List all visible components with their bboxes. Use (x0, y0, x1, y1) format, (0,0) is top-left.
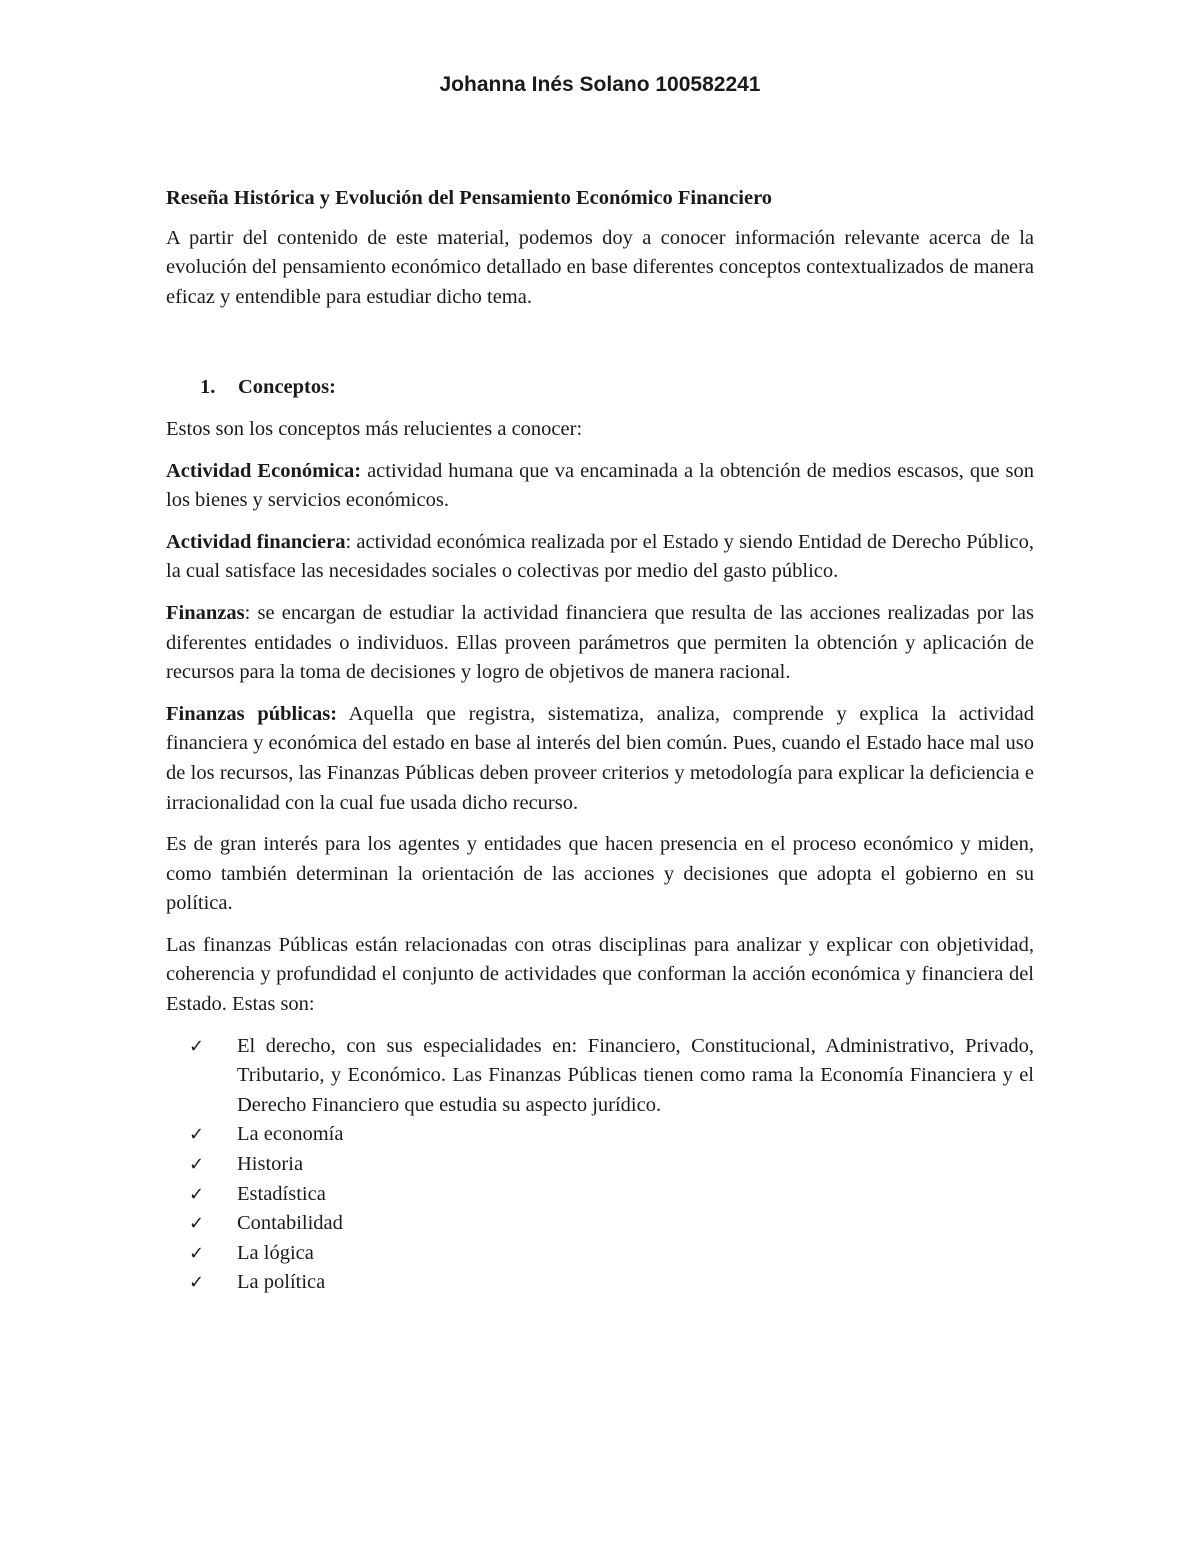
list-item-text: La economía (237, 1123, 344, 1146)
author-header: Johanna Inés Solano 100582241 (439, 73, 761, 96)
checkmark-icon: ✓ (189, 1154, 205, 1176)
definition-paragraph (166, 528, 1034, 587)
definition-paragraph (166, 599, 1034, 688)
checkmark-icon: ✓ (189, 1035, 205, 1057)
disciplines-checklist (166, 1032, 1034, 1298)
section-number: 1. (200, 376, 216, 399)
checkmark-icon: ✓ (189, 1242, 205, 1264)
checkmark-icon: ✓ (189, 1183, 205, 1205)
list-item (166, 1032, 1034, 1121)
checkmark-icon: ✓ (189, 1272, 205, 1294)
definition-text: actividad humana que va encaminada a la obtención de medios escasos, que son los bienes y servicios económicos. (166, 459, 1035, 512)
definition-text: : actividad económica realizada por el Estado y siendo Entidad de Derecho Público, la cual satisface las necesidades sociales o colectivas por medio del gasto público. (166, 530, 1034, 583)
definition-text: : se encargan de estudiar la actividad financiera que resulta de las acciones realizadas por las diferentes entidades o individuos. Ellas proveen parámetros que permiten la obtención y aplicación de recursos para la toma de decisiones y logro de objetivos de manera racional. (166, 601, 1034, 684)
definition-term: Actividad financiera (166, 530, 346, 553)
disciplines-paragraph: Las finanzas Públicas están relacionadas con otras disciplinas para analizar y explicar con objetividad, coherencia y profundidad el conjunto de actividades que conforman la acción económica y financiera del Estado. Estas son: (166, 933, 1034, 1016)
list-item (166, 1268, 1034, 1298)
definition-term: Finanzas (166, 601, 245, 624)
list-item-text: El derecho, con sus especialidades en: Financiero, Constitucional, Administrativo, Privado, Tributario, y Económico. Las Finanzas Públicas tienen como rama la Economía Financiera y el Derecho Financiero que estudia su aspecto jurídico. (237, 1034, 1034, 1116)
lead-paragraph: Estos son los conceptos más relucientes a conocer: (166, 417, 583, 440)
checkmark-icon: ✓ (189, 1213, 205, 1235)
list-item-text: Historia (237, 1153, 304, 1176)
list-item-text: Estadística (237, 1182, 326, 1205)
intro-paragraph: A partir del contenido de este material, podemos doy a conocer información relevante acerca de la evolución del pensamiento económico detallado en base diferentes conceptos contextualizados de manera eficaz y entendible para estudiar dicho tema. (166, 226, 1034, 308)
list-item (166, 1209, 1034, 1239)
definition-paragraph (166, 700, 1034, 818)
interest-paragraph: Es de gran interés para los agentes y entidades que hacen presencia en el proceso económico y miden, como también determinan la orientación de las acciones y decisiones que adopta el gobierno en su política. (166, 833, 1034, 915)
list-item (166, 1239, 1034, 1269)
definition-text: Aquella que registra, sistematiza, analiza, comprende y explica la actividad financiera y económica del estado en base al interés del bien común. Pues, cuando el Estado hace mal uso de los recursos, las Finanzas Públicas deben proveer criterios y metodología para explicar la deficiencia e irracionalidad con la cual fue usada dicho recurso. (166, 702, 1034, 814)
section-heading (166, 373, 1034, 403)
list-item (166, 1180, 1034, 1210)
list-item-text: La política (237, 1271, 326, 1294)
list-item-text: Contabilidad (237, 1212, 343, 1235)
list-item (166, 1120, 1034, 1150)
definition-term: Finanzas públicas: (166, 702, 338, 725)
list-item-text: La lógica (237, 1241, 314, 1264)
list-item (166, 1150, 1034, 1180)
checkmark-icon: ✓ (189, 1124, 205, 1146)
document-body (166, 184, 1034, 1298)
section-label: Conceptos: (238, 376, 336, 399)
document-title: Reseña Histórica y Evolución del Pensamiento Económico Financiero (166, 187, 773, 209)
definition-term: Actividad Económica: (166, 459, 362, 482)
definition-paragraph (166, 457, 1034, 516)
